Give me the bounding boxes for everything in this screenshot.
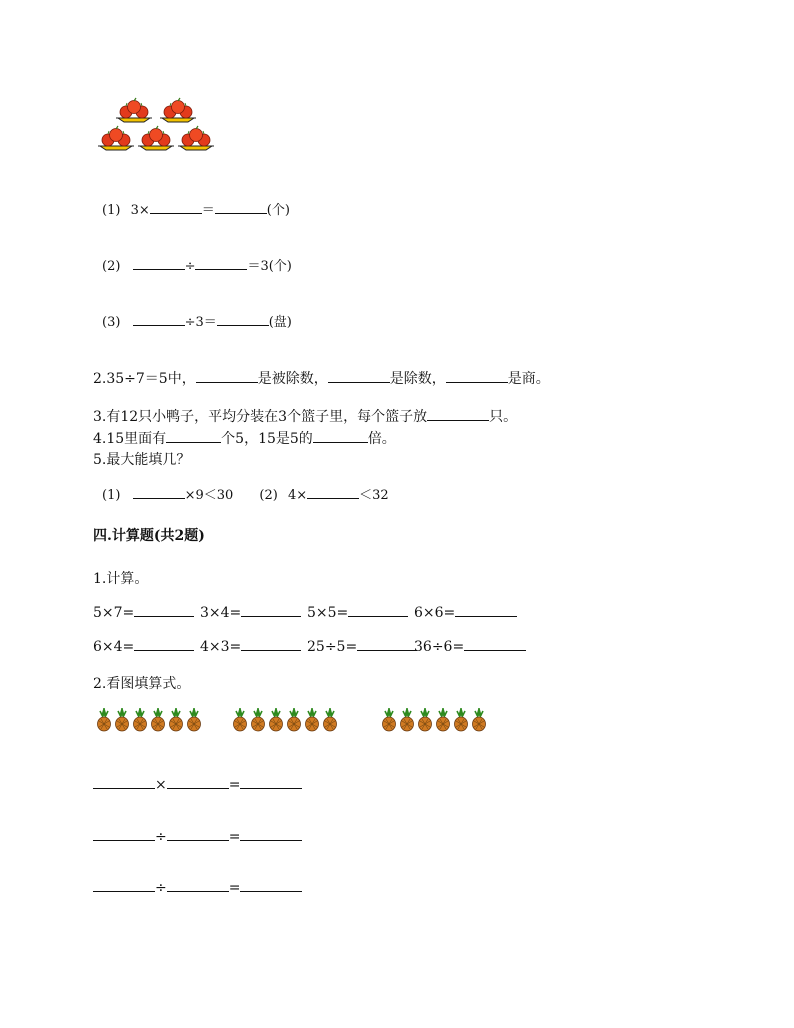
pineapple-icon <box>152 708 165 731</box>
q5-parts: (1) ×9＜30 (2) 4× ＜32 <box>102 488 389 503</box>
answer-blank[interactable] <box>240 879 302 892</box>
pineapple-icon <box>116 708 129 731</box>
pineapple-icon <box>383 708 396 731</box>
pineapple-icon <box>401 708 414 731</box>
pineapple-icon <box>170 708 183 731</box>
answer-blank[interactable] <box>93 828 155 841</box>
answer-blank[interactable] <box>307 486 359 499</box>
equation-line-1: × = <box>93 776 302 793</box>
answer-blank[interactable] <box>240 776 302 789</box>
answer-blank[interactable] <box>133 313 185 326</box>
answer-blank[interactable] <box>93 776 155 789</box>
equation-line-2: ÷ = <box>93 828 302 845</box>
pineapple-icon <box>419 708 432 731</box>
pineapple-icon <box>98 708 111 731</box>
answer-blank[interactable] <box>134 638 194 651</box>
q1-sub3: (3) ÷3＝ (盘) <box>102 315 292 330</box>
answer-blank[interactable] <box>427 408 489 421</box>
answer-blank[interactable] <box>313 430 368 443</box>
apple-plate-icon <box>138 126 174 150</box>
answer-blank[interactable] <box>167 828 229 841</box>
equation-line-3: ÷ = <box>93 879 302 896</box>
answer-blank[interactable] <box>215 201 267 214</box>
pineapple-icon <box>473 708 486 731</box>
pineapple-icon <box>306 708 319 731</box>
q1-sub1: (1) 3× ＝ (个) <box>102 203 290 218</box>
pineapple-icon <box>252 708 265 731</box>
answer-blank[interactable] <box>134 604 194 617</box>
apple-plate-icon <box>98 126 134 150</box>
q3: 3.有12只小鸭子，平均分装在3个篮子里，每个篮子放 只。 <box>93 409 518 425</box>
answer-blank[interactable] <box>167 879 229 892</box>
answer-blank[interactable] <box>133 257 185 270</box>
q5-title: 5.最大能填几？ <box>93 452 191 468</box>
pineapple-picture <box>96 706 496 734</box>
pineapple-icon <box>324 708 337 731</box>
answer-blank[interactable] <box>150 201 202 214</box>
pineapple-icon <box>270 708 283 731</box>
calc2-title: 2.看图填算式。 <box>93 676 191 692</box>
calc1-title: 1.计算。 <box>93 571 149 587</box>
pineapple-icon <box>188 708 201 731</box>
answer-blank[interactable] <box>195 257 247 270</box>
pineapple-icon <box>134 708 147 731</box>
pineapple-icon <box>437 708 450 731</box>
section-title: 四.计算题(共2题) <box>93 528 205 544</box>
apple-plate-icon <box>116 98 152 122</box>
answer-blank[interactable] <box>241 638 301 651</box>
answer-blank[interactable] <box>240 828 302 841</box>
q1-sub2: (2) ÷ ＝3(个) <box>102 259 292 274</box>
q4: 4.15里面有 个5，15是5的 倍。 <box>93 431 396 447</box>
pineapple-icon <box>288 708 301 731</box>
answer-blank[interactable] <box>167 776 229 789</box>
q2: 2.35÷7＝5中， 是被除数， 是除数， 是商。 <box>93 371 550 387</box>
pineapple-icon <box>455 708 468 731</box>
pineapple-icon <box>234 708 247 731</box>
apple-plate-icon <box>178 126 214 150</box>
answer-blank[interactable] <box>328 370 390 383</box>
apple-plate-icon <box>160 98 196 122</box>
calc1-row1: 5×7= 3×4= 5×5= 6×6= <box>93 604 517 621</box>
answer-blank[interactable] <box>464 638 526 651</box>
answer-blank[interactable] <box>93 879 155 892</box>
answer-blank[interactable] <box>217 313 269 326</box>
answer-blank[interactable] <box>446 370 508 383</box>
answer-blank[interactable] <box>133 486 185 499</box>
apple-plates-picture <box>98 96 218 154</box>
calc1-row2: 6×4= 4×3= 25÷5= 36÷6= <box>93 638 526 655</box>
answer-blank[interactable] <box>166 430 221 443</box>
answer-blank[interactable] <box>357 638 417 651</box>
answer-blank[interactable] <box>455 604 517 617</box>
answer-blank[interactable] <box>196 370 258 383</box>
answer-blank[interactable] <box>241 604 301 617</box>
answer-blank[interactable] <box>348 604 408 617</box>
